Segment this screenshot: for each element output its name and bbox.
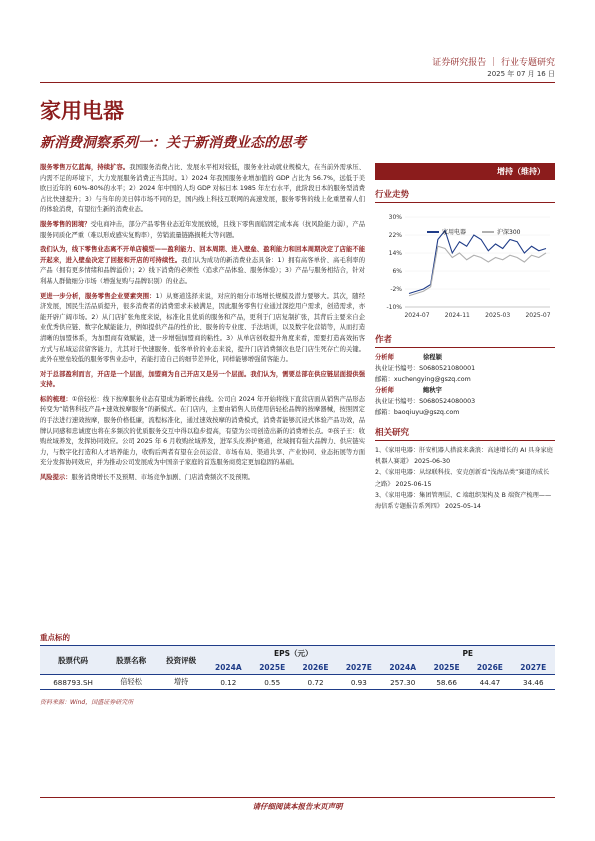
- year-header: 2026E: [294, 661, 337, 675]
- analyst-cert: [375, 396, 555, 407]
- paragraph-text: 服务消费增长不及预期、市场竞争加剧、门店消费频次不及预期。: [71, 474, 255, 482]
- paragraph-text: 我们认为成功的新消费业态具备：1）拥有高客单价、高毛利率的产品（拥有更多情绪和品牌溢价）；2）线下消费的必须性（追求产品体验、服务体验）；3）产品与服务相结合，针对利基人群做细分市场（增强复购与品牌识别）的业态。: [40, 256, 365, 285]
- email-link[interactable]: xuchengying@gszq.com: [393, 376, 471, 383]
- analyst-email: [375, 407, 555, 418]
- paragraph: [40, 245, 365, 287]
- trend-chart-svg: [375, 207, 555, 325]
- analyst-row: [375, 352, 555, 363]
- report-type: 证券研究报告 ｜ 行业专题研究: [432, 58, 555, 68]
- cert-number: S0680521080001: [419, 365, 476, 372]
- legend-label: 家用电器: [442, 229, 467, 236]
- year-header: 2025E: [425, 661, 468, 675]
- legend-label: 沪深300: [497, 229, 521, 236]
- footer-note: 请仔细阅读本报告末页声明: [252, 802, 343, 811]
- cell-eps: 0.72: [307, 677, 324, 687]
- email-label: 邮箱：: [375, 376, 394, 383]
- year-header: 2024A: [381, 661, 425, 675]
- analyst-role: 分析师: [375, 354, 394, 361]
- x-tick-label: 2025-03: [485, 312, 511, 319]
- analyst-role: 分析师: [375, 387, 394, 394]
- paragraph-lead: 对于总部盈利而言，开店是一个层面，加盟商为自己开店又是另一个层面。我们认为，需要总部在供应链层面提供强支持。: [40, 370, 365, 389]
- footer-divider: [40, 797, 555, 798]
- paragraph: [40, 473, 365, 484]
- industry-title: 家用电器: [40, 99, 124, 123]
- sidebar: [375, 163, 555, 512]
- cell-name: 倍轻松: [120, 677, 142, 686]
- year-header: 2027E: [512, 661, 555, 675]
- year-header: 2027E: [337, 661, 380, 675]
- y-tick-label: 6%: [392, 268, 402, 275]
- trend-title: 行业走势: [375, 188, 555, 203]
- report-subtitle: 新消费洞察系列一：关于新消费业态的思考: [40, 135, 306, 151]
- paragraph-lead: 风险提示：: [40, 474, 72, 482]
- analyst-name: 徐程颖: [423, 354, 442, 361]
- paragraph-text: 受电商冲击，部分产品零售业态近年发展放缓，且线下零售面临固定成本高（抗风险能力弱），产品服务同质化严重（难以形成感实复购率），劳销流量链路损耗大等问题。: [40, 220, 366, 239]
- cell-pe: 58.66: [436, 677, 457, 687]
- header-eps: EPS（元）: [206, 646, 380, 662]
- paragraph-text: 我国服务消费占比、发展水平相对较低，服务业社动就业规模大，在当前外需承压、内需不足的环境下，大力发展服务消费正当其时。1）2024 年我国服务业增加值的 GDP 占比为 56.7%，远低于美欧日近年的 60%-80%的水平；2）2024 年中国的人均 GDP 对标日本 1985 年左右水平，此阶段日本的服务型消费占比快速提升；3）与当年的美日韩市场不同的是，国内线上科技互联网的高速发展，服务零售的线上化重塑着人们的体验消费，有望衍生新的消费业态。: [40, 164, 366, 214]
- related-list: [375, 445, 555, 512]
- table-row: [40, 675, 555, 690]
- paragraph-lead: 更进一步分析，服务零售企业要素突围：: [40, 292, 156, 300]
- cert-number: S0680524080003: [419, 398, 476, 405]
- legend-swatch: [482, 231, 494, 233]
- y-tick-label: 14%: [388, 250, 402, 257]
- cert-label: 执业证书编号：: [375, 398, 420, 405]
- year-header: 2024A: [206, 661, 250, 675]
- table-source: 资料来源：Wind，国盛证券研究所: [40, 699, 134, 706]
- year-header: 2025E: [251, 661, 294, 675]
- cell-code: 688793.SH: [53, 677, 93, 687]
- x-tick-label: 2025-07: [525, 312, 551, 319]
- estimates-table: [40, 645, 555, 690]
- analyst-cert: [375, 363, 555, 374]
- cell-pe: 257.30: [390, 677, 416, 687]
- cell-eps: 0.93: [350, 677, 367, 687]
- related-title: 相关研究: [375, 426, 555, 441]
- paragraph: [40, 163, 365, 216]
- paragraph: [40, 370, 365, 391]
- cert-label: 执业证书编号：: [375, 365, 420, 372]
- legend-item: [482, 227, 520, 236]
- x-tick-label: 2024-07: [404, 312, 430, 319]
- email-label: 邮箱：: [375, 409, 394, 416]
- table-title: 重点标的: [40, 633, 70, 642]
- chart-legend: [427, 227, 520, 236]
- rating-badge: 增持（维持）: [375, 163, 555, 180]
- analyst-name: 鲍秋宇: [423, 387, 442, 394]
- analyst-email: [375, 374, 555, 385]
- header-code: 股票代码: [40, 646, 106, 675]
- header-rating: 投资评级: [156, 646, 206, 675]
- y-tick-label: -2%: [390, 286, 402, 293]
- cell-eps: 0.12: [220, 677, 237, 687]
- y-tick-label: 30%: [388, 214, 402, 221]
- analyst-title: 作者: [375, 333, 555, 348]
- year-header: 2026E: [468, 661, 511, 675]
- paragraph-lead: 服务零售的困境？: [40, 220, 91, 228]
- y-tick-label: 22%: [388, 232, 402, 239]
- paragraph: [40, 395, 365, 469]
- cell-eps: 0.55: [264, 677, 281, 687]
- paragraph-text: 1）从赛道选择来说，对应的细分市场增长规模及潜力要够大。其次，随经济发展，国民生活品质提升，很多消费者的消费需求未被满足，因此服务零售行业通过深挖用户需求，创造需求，亦能开辟广阔市场。2）从门店扩张角度来说，标准化且优质的服务和产品，更利于门店复制扩张，其背后主要来自企业优秀供应链、数字化赋能能力，例如提供产品的性价比、服务的专业度、手法培训，以及数字化营销等，从而打造清晰的加盟体系，为加盟商有效赋能，进一步增强加盟商的粘性。3）从单店创收提升角度来看，需要打造高效拓客方式与私域运营留客能力，尤其对于快速服务、低客单价的业态来说，提升门店消费频次也是门店生死存亡的关键。此外在壁垒较低的服务零售业态中，若能打造自己的细节差异化，同样能够增强留客能力。: [40, 292, 365, 364]
- paragraph-lead: 服务零售万亿蓝海，持续扩容。: [40, 164, 130, 171]
- email-link[interactable]: baoqiuyu@gszq.com: [393, 409, 460, 416]
- header-pe: PE: [381, 646, 556, 662]
- x-tick-label: 2024-11: [444, 312, 470, 319]
- analyst-list: [375, 352, 555, 418]
- trend-chart: [375, 207, 555, 325]
- paragraph: [40, 292, 365, 366]
- analyst-row: [375, 385, 555, 396]
- y-tick-label: -10%: [386, 304, 402, 311]
- related-item[interactable]: 3、《家用电器：集团管理层、C 端组织架构及 B 端资产梳理——海信系专题报告系列四》 2025-05-14: [375, 491, 552, 511]
- paragraph: [40, 220, 365, 241]
- series-line: [409, 231, 546, 294]
- cell-pe: 44.47: [479, 677, 501, 687]
- legend-swatch: [427, 231, 439, 233]
- paragraph-lead: 我们认为，线下零售业态离不开单店模型——盈利能力、回本周期、进入壁垒、盈利能力和回本周期决定了店能不能开起来，进入壁垒决定了回报和开店的可持续性。: [40, 246, 365, 264]
- header-divider: [40, 82, 555, 83]
- paragraph-text: ①倍轻松：线下按摩服务业态有望成为新增长曲线。公司自 2024 年开始将线下直营店面从销售产品形态转变为“销售科技产品+速效按摩服务”的新模式。在门店内，主要由销售人员使用倍轻松品牌的按摩器械，按照固定的手法进行速效按摩，服务价格低廉，流程标准化，通过速效按摩的消费模式，消费者能够沉浸式体验产品功效，品牌认同感和忠诚度也将在多频次的优质服务交互中得以稳步提高，有望为公司创造出新的消费增长点。②孩子王：收购丝域养发，发挥协同效应。公司 2025 年 6 月收购丝域养发，进军头皮养护赛道，丝域拥有强大品牌力、供应链实力，与数字化打造和人才培养能力，收购后两者有望在会员运营、市场布局、渠道共享、产业协同、业态拓展等方面充分发挥协同效应，并为推动公司发展成为中国亲子家庭的首选服务商奠定更加稳固的基础。: [40, 395, 365, 467]
- cell-pe: 34.46: [523, 677, 544, 687]
- report-date: 2025 年 07 月 16 日: [487, 70, 555, 78]
- related-item[interactable]: 2、《家用电器：从绿联科技、安克创新看“浅海品类”赛道的成长之路》 2025-06-15: [375, 469, 550, 488]
- cell-rating: 增持: [173, 677, 189, 686]
- body-column: [40, 163, 365, 488]
- legend-item: [427, 227, 466, 236]
- related-item[interactable]: 1、《家用电器：肝安机器人措波来袭浪：高速增长的 AI 具身家庭机器人赛道》 2025-06-30: [375, 447, 553, 466]
- header-name: 股票名称: [106, 646, 156, 675]
- paragraph-lead: 标的梳理：: [40, 395, 72, 403]
